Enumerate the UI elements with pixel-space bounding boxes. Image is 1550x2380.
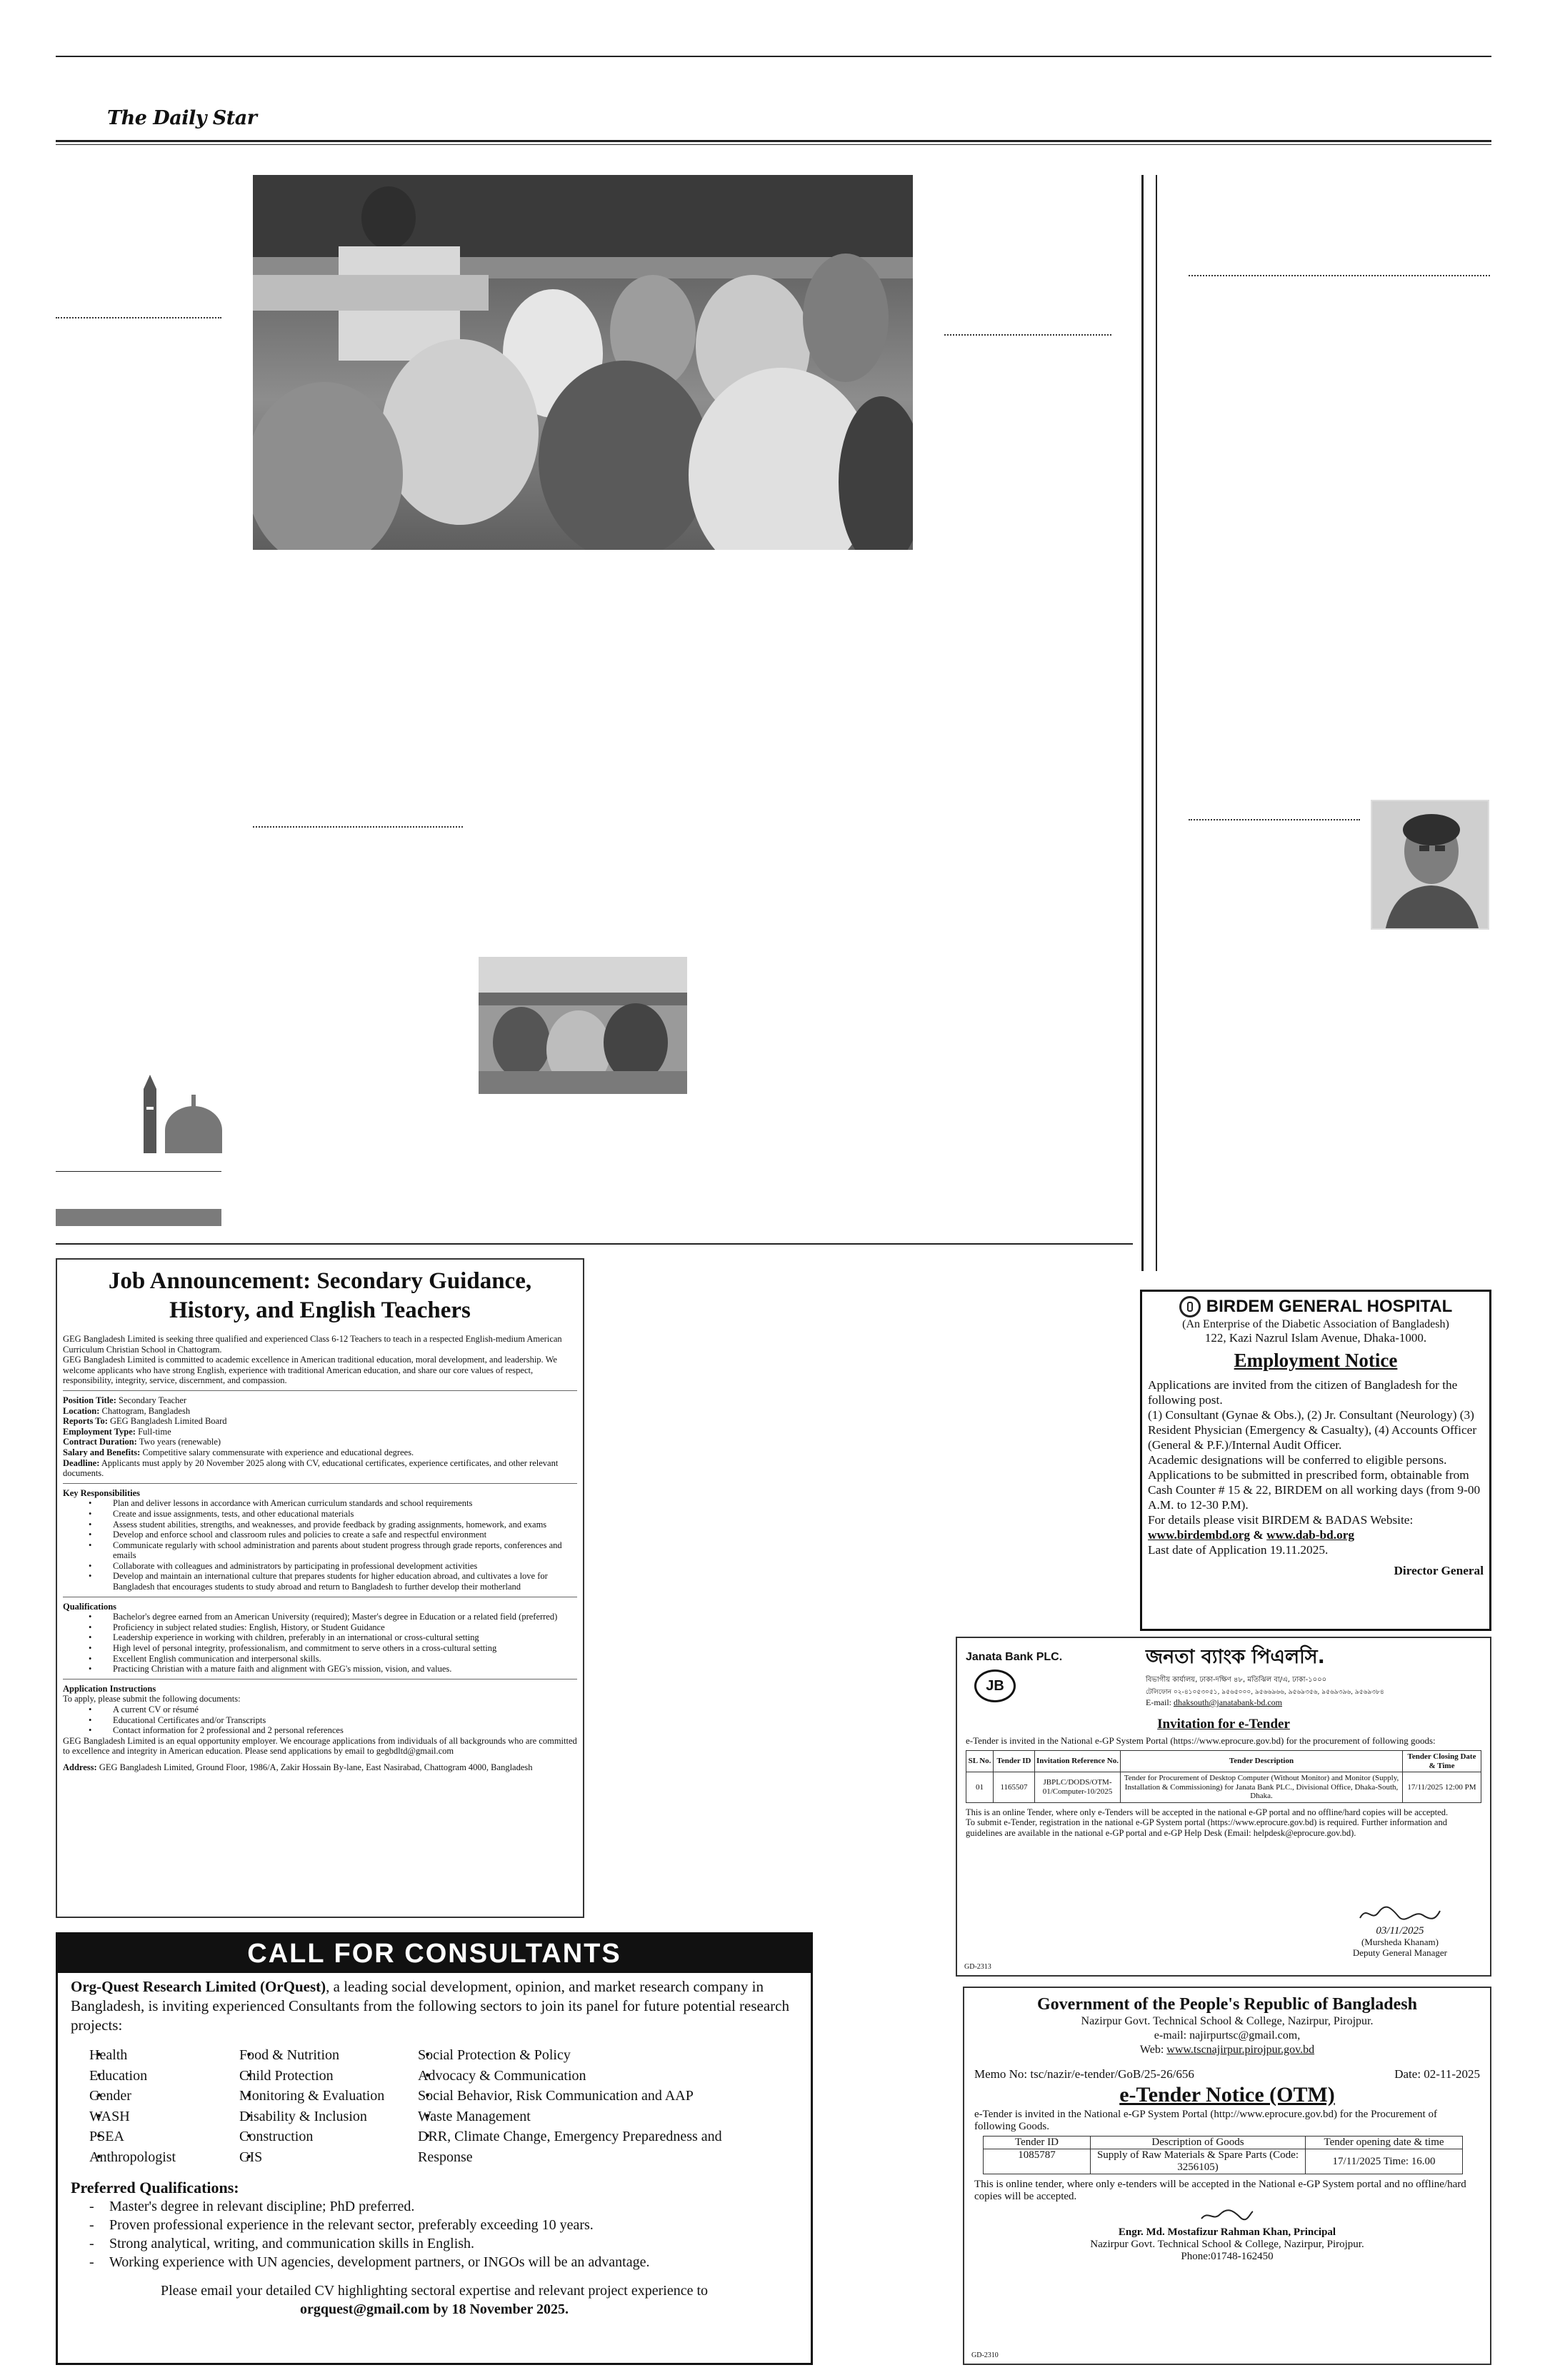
list-item: • Leadership experience in working with children, preferably in an international or cross-cultural setting <box>63 1632 577 1643</box>
pref-list <box>71 2197 798 2271</box>
columnist-photo <box>1371 800 1489 930</box>
consultants-intro: Org-Quest Research Limited (OrQuest), a leading social development, opinion, and market research company in Bangladesh, is inviting experienced Consultants from the following sectors to join its panel for future potential research projects: <box>71 1978 790 2034</box>
sector-list-3 <box>399 2045 771 2167</box>
birdem-ad <box>1140 1290 1491 1631</box>
birdem-body-1: Applications are invited from the citizen of Bangladesh for the following post. <box>1148 1378 1458 1407</box>
janata-sig-name: (Mursheda Khanam) <box>1361 1937 1439 1947</box>
birdem-signatory: Director General <box>1394 1564 1484 1577</box>
job-detail-position: Position Title: Secondary Teacher <box>63 1395 187 1405</box>
sector-item: • Waste Management <box>399 2107 771 2127</box>
govt-note: This is online tender, where only e-tenders will be accepted in the National e-GP System portal and no offline/hard copies will be accepted. <box>974 2179 1466 2202</box>
sector-list-2 <box>221 2045 399 2167</box>
sector-item: • Education <box>71 2066 221 2087</box>
sector-item: • Food & Nutrition <box>221 2045 399 2066</box>
job-resp-list <box>63 1498 577 1592</box>
govt-code: GD-2310 <box>971 2351 999 2359</box>
job-qual-title: Qualifications <box>63 1601 117 1612</box>
janata-code: GD-2313 <box>964 1963 991 1971</box>
sector-item: • Advocacy & Communication <box>399 2066 771 2087</box>
sector-item: • Health <box>71 2045 221 2066</box>
govt-tender-table <box>983 2136 1463 2174</box>
janata-name-en: Janata Bank PLC. <box>966 1651 1063 1663</box>
list-item: • Bachelor's degree earned from an American University (required); Master's degree in Education or a related field (preferred) <box>63 1612 577 1622</box>
janata-addr-bn: বিভাগীয় কার্যালয়, ঢাকা-দক্ষিণ ৪৮, মতিঝিল বা/এ, ঢাকা-১০০০ <box>1146 1676 1327 1684</box>
list-item: • Create and issue assignments, tests, and other educational materials <box>63 1509 577 1520</box>
job-announcement-ad <box>56 1258 584 1918</box>
sector-item: • GIS <box>221 2147 399 2168</box>
sector-item: • DRR, Climate Change, Emergency Preparedness and Response <box>399 2127 771 2167</box>
table-header: Description of Goods <box>1091 2137 1306 2149</box>
consultants-ad <box>56 1932 813 2365</box>
job-ad-intro-2: GEG Bangladesh Limited is committed to academic excellence in American traditional education, moral development, and leadership. We welcome applicants who have strong English, experience with traditional American education, and share our core values of respect, responsibility, integrity, service, discernment, and compassion. <box>63 1355 557 1386</box>
list-item: • Contact information for 2 professional and 2 personal references <box>63 1725 577 1736</box>
sector-item: • Construction <box>221 2127 399 2147</box>
sector-item: • Social Protection & Policy <box>399 2045 771 2066</box>
govt-org: Nazirpur Govt. Technical School & College, Nazirpur, Pirojpur. <box>1081 2015 1374 2027</box>
birdem-name: BIRDEM GENERAL HOSPITAL <box>1206 1297 1453 1316</box>
job-equal-opportunity: GEG Bangladesh Limited is an equal opportunity employer. We encourage applications from individuals of all backgrounds who are committed to excellence and integrity in American education. Please send applications by email to gegbdltd@gmail.com <box>63 1735 577 1757</box>
table-header: Invitation Reference No. <box>1035 1751 1121 1772</box>
janata-phone-bn: টেলিফোন ০২-৪১০৫৩০৫১, ৯৫৬৫০০০, ৯৫৬৬৯৬৬, ৯৫৬৯৩৫৬, ৯৫৬৯৩৯৬, ৯৫৬৯৩৮৪ <box>1146 1689 1384 1696</box>
list-item: • Educational Certificates and/or Transcripts <box>63 1715 577 1726</box>
govt-sig-org: Nazirpur Govt. Technical School & College, Nazirpur, Pirojpur. <box>1090 2239 1364 2250</box>
list-item: • Develop and enforce school and classroom rules and policies to create a safe and respectful environment <box>63 1530 577 1540</box>
list-item: - Master's degree in relevant discipline; PhD preferred. <box>89 2199 415 2214</box>
list-item: • Assess student abilities, strengths, and weaknesses, and provide feedback by grading assignments, homework, and exams <box>63 1520 577 1530</box>
janata-tender-table <box>966 1750 1481 1803</box>
list-item: • Collaborate with colleagues and administrators by participating in professional development activities <box>63 1561 577 1572</box>
janata-sig-date: 03/11/2025 <box>1376 1925 1424 1937</box>
main-news-photo <box>253 175 913 550</box>
govt-memo: Memo No: tsc/nazir/e-tender/GoB/25-26/656 <box>974 2067 1194 2081</box>
table-header: Tender opening date & time <box>1306 2137 1463 2149</box>
rule-center <box>253 826 463 828</box>
pref-title: Preferred Qualifications: <box>71 2179 239 2196</box>
job-app-title: Application Instructions <box>63 1683 156 1694</box>
consultants-closing: Please email your detailed CV highlighting sectoral expertise and relevant project experience to <box>160 2283 709 2299</box>
job-detail-duration: Contract Duration: Two years (renewable) <box>63 1437 221 1447</box>
table-row: 1085787 Supply of Raw Materials & Spare Parts (Code: 3256105) 17/11/2025 Time: 16.00 <box>984 2149 1463 2174</box>
govt-date: Date: 02-11-2025 <box>1394 2067 1480 2081</box>
rule-right-col-top <box>1189 275 1490 276</box>
janata-note-1: This is an online Tender, where only e-Tenders will be accepted in the national e-GP portal and no offline/hard copies will be accepted. <box>966 1807 1449 1817</box>
job-ad-title: Job Announcement: Secondary Guidance, History, and English Teachers <box>108 1268 532 1323</box>
govt-title: Government of the People's Republic of Bangladesh <box>1037 1995 1417 2014</box>
janata-bank-ad <box>956 1637 1491 1977</box>
govt-notice-title: e-Tender Notice (OTM) <box>1119 2083 1335 2107</box>
sector-item: • Monitoring & Evaluation <box>221 2086 399 2107</box>
rule-right-col <box>1189 819 1360 820</box>
govt-email: e-mail: najirpurtsc@gmail.com, <box>1154 2029 1301 2042</box>
list-item: • Develop and maintain an international culture that prepares students for higher education abroad, and cultivates a love for Bangladesh that encourages students to study abroad and return to Bangladesh to further develop their motherland <box>63 1571 577 1592</box>
signature-icon <box>1199 2207 1256 2223</box>
job-detail-salary: Salary and Benefits: Competitive salary commensurate with experience and educational degrees. <box>63 1447 414 1457</box>
janata-logo-icon: JB <box>974 1669 1016 1702</box>
list-item: • Practicing Christian with a mature faith and alignment with GEG's mission, vision, and values. <box>63 1664 577 1674</box>
grey-bar <box>56 1209 221 1226</box>
list-item: • Excellent English communication and interpersonal skills. <box>63 1654 577 1665</box>
janata-note-2: To submit e-Tender, registration in the national e-GP System portal (https://www.eprocure.gov.bd) is required. Further information and guidelines are available in the national e-GP portal and e-GP Help Desk (Email: helpdesk@eprocure.gov.bd). <box>966 1817 1447 1838</box>
inset-news-photo <box>479 957 687 1094</box>
sector-item: • Child Protection <box>221 2066 399 2087</box>
birdem-link-2[interactable]: www.dab-bd.org <box>1266 1528 1355 1542</box>
table-header: Tender ID <box>984 2137 1091 2149</box>
birdem-address: 122, Kazi Nazrul Islam Avenue, Dhaka-1000. <box>1204 1331 1427 1345</box>
govt-etender-ad <box>963 1987 1491 2365</box>
birdem-body-4: Applications to be submitted in prescribed form, obtainable from Cash Counter # 15 & 22, BIRDEM on all working days (from 9-00 A.M. to 12-30 P.M). <box>1148 1468 1481 1512</box>
govt-signatory: Engr. Md. Mostafizur Rahman Khan, Principal <box>1118 2226 1336 2238</box>
sector-item: • Social Behavior, Risk Communication and AAP <box>399 2086 771 2107</box>
govt-phone: Phone:01748-162450 <box>1181 2251 1274 2262</box>
job-detail-reports: Reports To: GEG Bangladesh Limited Board <box>63 1416 227 1427</box>
birdem-last-date: Last date of Application 19.11.2025. <box>1148 1543 1329 1557</box>
consultants-email[interactable]: orgquest@gmail.com <box>300 2301 430 2317</box>
birdem-subtitle: (An Enterprise of the Diabetic Association of Bangladesh) <box>1182 1318 1449 1330</box>
signature-icon <box>1357 1904 1443 1924</box>
job-detail-type: Employment Type: Full-time <box>63 1426 171 1437</box>
birdem-link-1[interactable]: www.birdembd.org <box>1148 1528 1251 1542</box>
masthead-logo: The Daily Star <box>107 107 257 129</box>
sector-item: • Disability & Inclusion <box>221 2107 399 2127</box>
job-qual-list <box>63 1612 577 1674</box>
janata-name-bn: জনতা ব্যাংক পিএলসি. <box>1146 1646 1325 1668</box>
job-detail-location: Location: Chattogram, Bangladesh <box>63 1405 191 1416</box>
birdem-notice-title: Employment Notice <box>1234 1350 1398 1371</box>
consultants-banner: CALL FOR CONSULTANTS <box>58 1934 811 1973</box>
job-detail-deadline: Deadline: Applicants must apply by 20 November 2025 along with CV, educational certificates, experience certificates, and other relevant documents. <box>63 1457 559 1479</box>
table-header: SL No. <box>966 1751 994 1772</box>
sector-item: • PSEA <box>71 2127 221 2147</box>
list-item: • Proficiency in subject related studies: English, History, or Student Guidance <box>63 1622 577 1633</box>
janata-sig-title: Deputy General Manager <box>1352 1947 1447 1958</box>
sector-list-1 <box>71 2045 221 2167</box>
list-item: • Plan and deliver lessons in accordance with American curriculum standards and school requirements <box>63 1498 577 1509</box>
rule-left-col <box>56 317 221 318</box>
birdem-links: www.birdembd.org & www.dab-bd.org <box>1148 1528 1355 1542</box>
janata-email: E-mail: dhaksouth@janatabank-bd.com <box>1146 1697 1283 1707</box>
list-item: - Working experience with UN agencies, development partners, or INGOs will be an advantage. <box>89 2254 650 2270</box>
job-address: Address: GEG Bangladesh Limited, Ground Floor, 1986/A, Zakir Hossain By-lane, East Nasirabad, Chattogram 4000, Bangladesh <box>63 1762 533 1772</box>
rule-mid-col <box>944 334 1111 336</box>
sector-item: • WASH <box>71 2107 221 2127</box>
birdem-body-2: (1) Consultant (Gynae & Obs.), (2) Jr. Consultant (Neurology) (3) Resident Physician (Emergency & Casualty), (4) Accounts Officer (General & P.F.)/Internal Audit Officer. <box>1148 1408 1477 1452</box>
birdem-body-3: Academic designations will be conferred to eligible persons. <box>1148 1453 1447 1467</box>
job-app-intro: To apply, please submit the following documents: <box>63 1694 241 1704</box>
govt-intro: e-Tender is invited in the National e-GP System Portal (http://www.eprocure.gov.bd) for the Procurement of following Goods. <box>974 2109 1437 2132</box>
table-header: Tender ID <box>994 1751 1035 1772</box>
job-resp-title: Key Responsibilities <box>63 1487 140 1498</box>
table-header: Tender Closing Date & Time <box>1403 1751 1481 1772</box>
janata-intro: e-Tender is invited in the National e-GP System Portal (https://www.eprocure.gov.bd) for the procurement of following goods: <box>966 1735 1436 1746</box>
list-item: • Communicate regularly with school administration and parents about student progress through grade reports, conferences and emails <box>63 1540 577 1561</box>
birdem-logo-icon <box>1179 1296 1201 1317</box>
birdem-website-text: For details please visit BIRDEM & BADAS Website: <box>1148 1513 1414 1527</box>
consultants-email-line: orgquest@gmail.com by 18 November 2025. <box>300 2301 569 2317</box>
sector-item: • Anthropologist <box>71 2147 221 2168</box>
list-item: • A current CV or résumé <box>63 1704 577 1715</box>
list-item: - Proven professional experience in the relevant sector, preferably exceeding 10 years. <box>89 2217 594 2233</box>
list-item: • High level of personal integrity, professionalism, and commitment to serve others in a cross-cultural setting <box>63 1643 577 1654</box>
table-row: 01 1165507 JBPLC/DODS/OTM-01/Computer-10/2025 Tender for Procurement of Desktop Computer (Without Monitor) and Monitor (Supply, Installation & Commissioning) for Janata Bank PLC., Divisional Office, Dhaka-South, Dhaka. 17/11/2025 12:00 PM <box>966 1772 1481 1803</box>
job-ad-intro-1: GEG Bangladesh Limited is seeking three qualified and experienced Class 6-12 Teachers to teach in a respected English-medium American Curriculum Christian School in Chattogram. <box>63 1334 562 1355</box>
mosque-icon <box>140 1075 226 1157</box>
list-item: - Strong analytical, writing, and communication skills in English. <box>89 2236 475 2251</box>
janata-title: Invitation for e-Tender <box>1157 1717 1290 1732</box>
job-app-docs <box>63 1704 577 1736</box>
sector-item: • Gender <box>71 2086 221 2107</box>
govt-web: Web: www.tscnajirpur.pirojpur.gov.bd <box>1139 2044 1315 2056</box>
table-header: Tender Description <box>1121 1751 1403 1772</box>
